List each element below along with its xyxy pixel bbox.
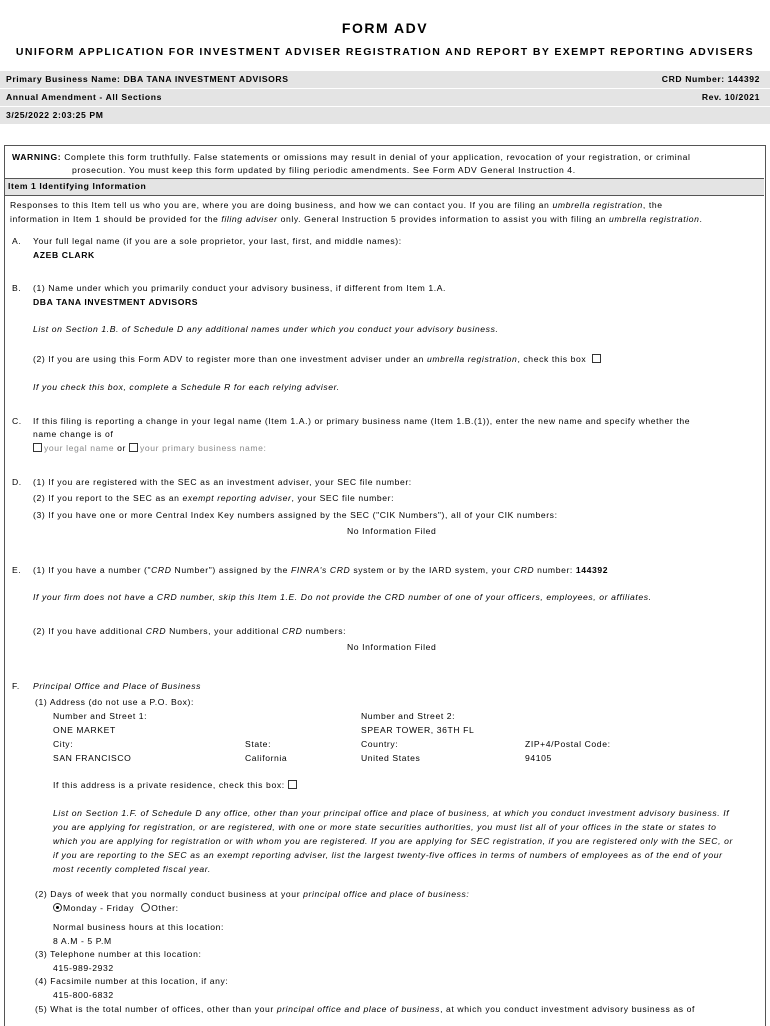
intro-text: only. General Instruction 5 provides information to assist you with filing an bbox=[277, 214, 610, 224]
list-note-line: you are applying for registration, or are registered, with one or more state securities authorities, you must list all of your offices in the state or states to bbox=[53, 822, 717, 832]
warning-line-1: Complete this form truthfully. False statements or omissions may result in denial of your application, revocation of your registration, or criminal bbox=[64, 152, 691, 162]
or-text: or bbox=[117, 443, 126, 453]
e1-text: (1) If you have a number (" bbox=[33, 565, 152, 575]
item-f2-question bbox=[35, 889, 469, 899]
form-title: FORM ADV bbox=[341, 20, 429, 36]
e2-text: Numbers, your additional bbox=[166, 626, 283, 636]
list-note-line: List on Section 1.F. of Schedule D any office, other than your principal office and place of business, at which you conduct investment advisory business. If bbox=[53, 808, 730, 818]
item-d-letter: D. bbox=[12, 477, 22, 487]
item-b2-question bbox=[33, 354, 603, 364]
zip-label: ZIP+4/Postal Code: bbox=[525, 739, 611, 749]
header-row-2 bbox=[0, 89, 770, 106]
item-e2-question bbox=[33, 626, 346, 636]
item-e1-question bbox=[33, 565, 608, 575]
item-b-list-note: List on Section 1.B. of Schedule D any additional names under which you conduct your advisory business. bbox=[33, 324, 499, 334]
e1-term: CRD bbox=[151, 565, 172, 575]
intro-text: Responses to this Item tell us who you are, where you are doing business, and how we can contact you. If you are filing an bbox=[10, 200, 553, 210]
fax-value: 415-800-6832 bbox=[53, 990, 114, 1000]
f5-text: , at which you conduct investment advisory business as of bbox=[440, 1004, 695, 1014]
e2-term: CRD bbox=[282, 626, 303, 636]
street1-value: ONE MARKET bbox=[53, 725, 116, 735]
zip-value: 94105 bbox=[525, 753, 552, 763]
state-label: State: bbox=[245, 739, 272, 749]
umbrella-registration-checkbox[interactable] bbox=[592, 354, 601, 363]
list-note-line: most recently completed fiscal year. bbox=[53, 864, 211, 874]
item-e-letter: E. bbox=[12, 565, 22, 575]
d2-text: , your SEC file number: bbox=[291, 493, 395, 503]
e1-text: number: bbox=[534, 565, 576, 575]
item-f-heading: Principal Office and Place of Business bbox=[33, 681, 202, 691]
item1-intro bbox=[10, 198, 760, 226]
days-of-week-options bbox=[53, 903, 179, 913]
item-d3-question: (3) If you have one or more Central Index Key numbers assigned by the SEC ("CIK Numbers"), all of your CIK numbers: bbox=[33, 510, 558, 520]
item-d1-question: (1) If you are registered with the SEC as an investment adviser, your SEC file number: bbox=[33, 477, 412, 487]
e1-term: CRD bbox=[513, 565, 535, 575]
city-label: City: bbox=[53, 739, 74, 749]
country-value: United States bbox=[361, 753, 421, 763]
f2-term: principal office and place of business: bbox=[303, 889, 470, 899]
form-subtitle: UNIFORM APPLICATION FOR INVESTMENT ADVISER REGISTRATION AND REPORT BY EXEMPT REPORTING ADVISERS bbox=[15, 46, 755, 58]
legal-name-option-label: your legal name bbox=[44, 443, 115, 453]
e1-text: Number") assigned by the bbox=[171, 565, 291, 575]
warning-label: WARNING: bbox=[12, 152, 62, 162]
intro-text: . bbox=[699, 214, 703, 224]
business-hours-label: Normal business hours at this location: bbox=[53, 922, 224, 932]
business-name-value: DBA TANA INVESTMENT ADVISORS bbox=[33, 297, 199, 307]
street2-label: Number and Street 2: bbox=[361, 711, 456, 721]
item-d2-question bbox=[33, 493, 394, 503]
item1-heading-bar bbox=[5, 178, 764, 196]
legal-name-change-checkbox[interactable] bbox=[33, 443, 42, 452]
header-row-1 bbox=[0, 71, 770, 88]
f5-text: (5) What is the total number of offices, other than your bbox=[35, 1004, 277, 1014]
item-c-question: If this filing is reporting a change in your legal name (Item 1.A.) or primary business name (Item 1.B.(1)), enter the new name and specify whether the bbox=[33, 416, 691, 426]
monday-friday-radio[interactable] bbox=[53, 903, 62, 912]
country-label: Country: bbox=[361, 739, 399, 749]
intro-term: umbrella registration bbox=[609, 214, 700, 224]
item-c-question-cont: name change is of bbox=[33, 429, 114, 439]
item-c-letter: C. bbox=[12, 416, 22, 426]
f5-term: principal office and place of business bbox=[276, 1004, 441, 1014]
item-f-list-note bbox=[53, 806, 763, 876]
e1-text: system or by the IARD system, your bbox=[350, 565, 514, 575]
b2-text: (2) If you are using this Form ADV to register more than one investment adviser under an bbox=[33, 354, 427, 364]
street2-value: SPEAR TOWER, 36TH FL bbox=[361, 725, 475, 735]
item-f1-question: (1) Address (do not use a P.O. Box): bbox=[35, 697, 195, 707]
e1-term: FINRA's CRD bbox=[291, 565, 351, 575]
other-days-label: Other: bbox=[151, 903, 179, 913]
additional-crd-none-filed: No Information Filed bbox=[347, 642, 437, 652]
b2-term: umbrella registration bbox=[426, 354, 518, 364]
intro-text: , the bbox=[642, 200, 663, 210]
item-b1-question: (1) Name under which you primarily conduct your advisory business, if different from Item 1.A. bbox=[33, 283, 447, 293]
item-f5-question bbox=[35, 1004, 695, 1014]
b2-text: , check this box bbox=[517, 354, 587, 364]
item-f3-question: (3) Telephone number at this location: bbox=[35, 949, 202, 959]
state-value: California bbox=[245, 753, 288, 763]
business-name-option-label: your primary business name: bbox=[140, 443, 267, 453]
item-c-options bbox=[33, 443, 267, 453]
private-residence-label: If this address is a private residence, check this box: bbox=[53, 780, 285, 790]
timestamp: 3/25/2022 2:03:25 PM bbox=[6, 110, 104, 120]
d2-text: (2) If you report to the SEC as an bbox=[33, 493, 183, 503]
f2-text: (2) Days of week that you normally conduct business at your bbox=[35, 889, 304, 899]
cik-none-filed: No Information Filed bbox=[347, 526, 437, 536]
telephone-value: 415-989-2932 bbox=[53, 963, 114, 973]
revision: Rev. 10/2021 bbox=[701, 92, 760, 102]
e2-text: (2) If you have additional bbox=[33, 626, 146, 636]
legal-name-value: AZEB CLARK bbox=[33, 250, 95, 260]
header-row-3 bbox=[0, 107, 770, 124]
item-a-question: Your full legal name (if you are a sole proprietor, your last, first, and middle names): bbox=[33, 236, 402, 246]
crd-number: CRD Number: 144392 bbox=[661, 74, 760, 84]
list-note-line: if you are reporting to the SEC as an exempt reporting adviser, list the largest twenty-five offices in terms of numbers of employees as of the end of your bbox=[53, 850, 723, 860]
item-f-letter: F. bbox=[12, 681, 20, 691]
primary-business-name: Primary Business Name: DBA TANA INVESTMENT ADVISORS bbox=[6, 74, 289, 84]
e2-text: numbers: bbox=[302, 626, 347, 636]
item-b-letter: B. bbox=[12, 283, 22, 293]
amendment-type: Annual Amendment - All Sections bbox=[6, 92, 162, 102]
warning-block bbox=[12, 151, 752, 177]
item-a-letter: A. bbox=[12, 236, 22, 246]
item-e-note: If your firm does not have a CRD number, skip this Item 1.E. Do not provide the CRD number of one of your officers, employees, or affiliates. bbox=[33, 592, 652, 602]
business-name-change-checkbox[interactable] bbox=[129, 443, 138, 452]
intro-text: information in Item 1 should be provided for the bbox=[10, 214, 222, 224]
business-hours-value: 8 A.M - 5 P.M bbox=[53, 936, 112, 946]
other-days-radio[interactable] bbox=[141, 903, 150, 912]
intro-term: umbrella registration bbox=[552, 200, 643, 210]
warning-line-2: prosecution. You must keep this form updated by filing periodic amendments. See Form ADV General Instruction 4. bbox=[72, 165, 576, 175]
e2-term: CRD bbox=[145, 626, 167, 636]
private-residence-question bbox=[53, 780, 299, 790]
item-f4-question: (4) Facsimile number at this location, if any: bbox=[35, 976, 229, 986]
crd-number-value: 144392 bbox=[575, 565, 609, 575]
street1-label: Number and Street 1: bbox=[53, 711, 148, 721]
d2-term: exempt reporting adviser bbox=[182, 493, 292, 503]
item1-heading: Item 1 Identifying Information bbox=[8, 181, 147, 191]
monday-friday-label: Monday - Friday bbox=[63, 903, 135, 913]
intro-term: filing adviser bbox=[221, 214, 278, 224]
private-residence-checkbox[interactable] bbox=[288, 780, 297, 789]
city-value: SAN FRANCISCO bbox=[53, 753, 132, 763]
list-note-line: which you are applying for registration or with whom you are registered. If you are applying for SEC registration, if you are registered only with the SEC, or bbox=[53, 836, 733, 846]
item-b2-note: If you check this box, complete a Schedule R for each relying adviser. bbox=[33, 382, 340, 392]
